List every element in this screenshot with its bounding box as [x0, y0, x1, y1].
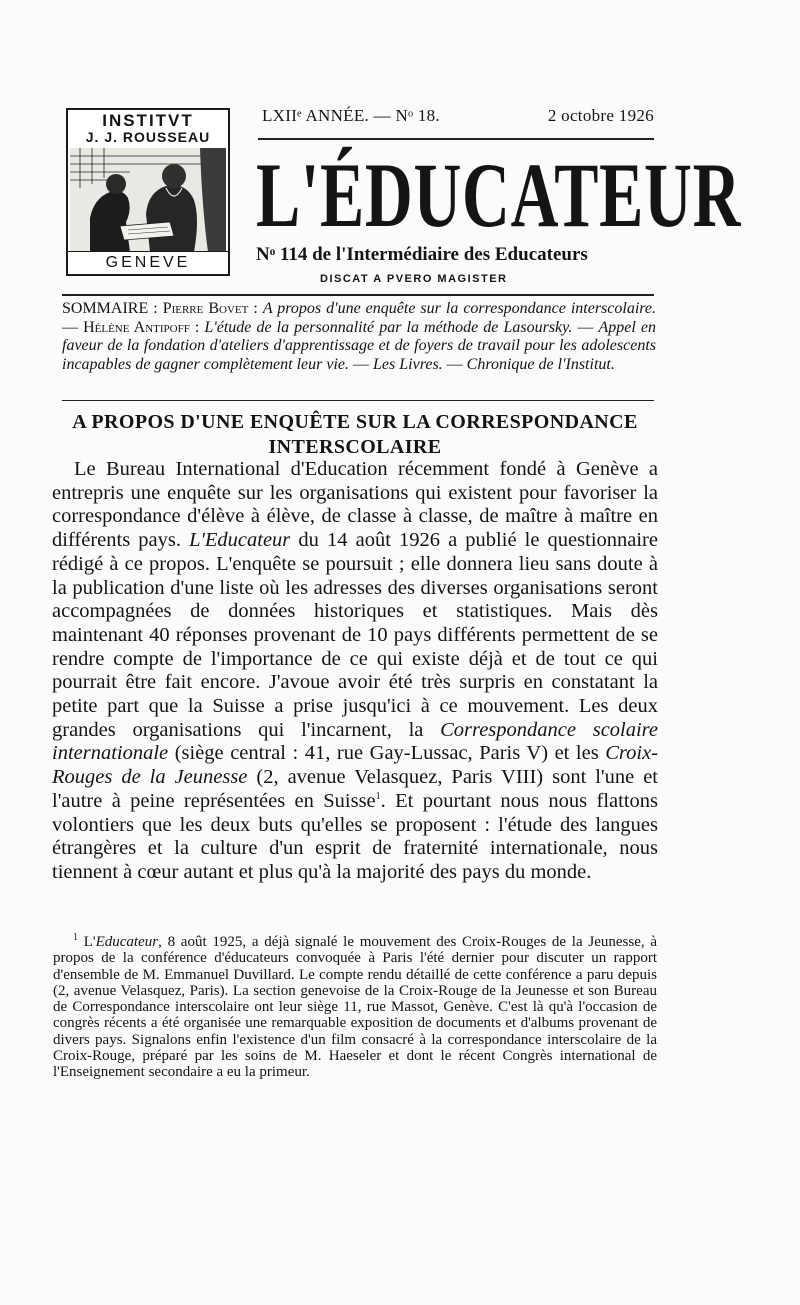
logo-city: GENEVE: [68, 251, 228, 274]
italic-run: Educateur: [95, 934, 159, 950]
logo-engraving-illustration: [70, 148, 226, 252]
logo-line-2: J. J. ROUSSEAU: [85, 129, 211, 145]
toc-title-3: Appel en faveur de la fondation d'ateliers d'apprentissage et de foyers de travail pour les adolescents incapables de gagner complètement leur vie.: [62, 318, 657, 373]
article-title-line-1: A PROPOS D'UNE ENQUÊTE SUR LA CORRESPONDANCE: [72, 411, 638, 433]
header-rule: [258, 138, 654, 140]
footnote-ref[interactable]: 1: [375, 791, 381, 803]
text-run: . Et pourtant nous nous flattons volontiers que les deux buts qu'elles se proposent : l'étude des langues étrangères et la culture d'un esprit de fraternité internationale, nous tiennent à cœur autant et plus qu'à la majorité des pays du monde.: [52, 789, 659, 883]
text-run: , 8 août 1925, a déjà signalé le mouvement des Croix-Rouges de la Jeunesse, à propos de la conférence d'éducateurs convoquée à Paris l'été dernier pour discuter un rapport d'ensemble de M. Emmanuel Duvillard. Le compte rendu détaillé de cette conférence a paru depuis (2, avenue Velasquez, Paris). La section genevoise de la Croix-Rouge de la Jeunesse et son Bureau de Correspondance interscolaire ont leur siège 11, rue Massot, Genève. C'est là qu'à l'occasion de congrès récents a été organisée une remarquable exposition de documents et d'albums provenant de divers pays. Signalons enfin l'existence d'un film consacré à la correspondance interscolaire de la Croix-Rouge, préparé par les soins de M. Haeseler et dont le récent Congrès international de l'Enseignement secondaire a eu la primeur.: [53, 934, 657, 1081]
footnote: [53, 934, 657, 1081]
article-title-line-2: INTERSCOLAIRE: [268, 436, 442, 458]
journal-title: L'ÉDUCATEUR: [256, 144, 742, 246]
italic-run: L'Educateur: [189, 529, 291, 552]
toc-title-1: A propos d'une enquête sur la correspondance interscolaire.: [262, 300, 656, 317]
institut-logo: [66, 108, 230, 276]
toc-title-2: L'étude de la personnalité par la méthode de Lasoursky.: [204, 318, 573, 336]
issue-line: [262, 106, 654, 130]
text-run: (2, avenue Velasquez, Paris VIII) sont l'une et l'autre à peine représentées en Suisse: [52, 766, 658, 812]
logo-header: [68, 110, 228, 146]
italic-run: Croix-Rouges de la Jeunesse: [52, 742, 658, 789]
text-run: Le Bureau International d'Education récemment fondé à Genève a entrepris une enquête sur les organisations qui existent pour favoriser la correspondance d'élève à élève, de classe à classe, de maître à maître en différents pays.: [52, 458, 658, 552]
toc-author-1: Pierre Bovet: [162, 300, 249, 317]
toc-rule: [62, 400, 654, 401]
table-of-contents: SOMMAIRE : Pierre Bovet : A propos d'une enquête sur la correspondance interscolaire. — Hélène Antipoff : L'étude de la personnalité par la méthode de Lasoursky. — Appel en faveur de la fondation d'ateliers d'apprentissage et de foyers de travail pour les adolescents incapables de gagner complètement leur vie. — Les Livres. — Chronique de l'Institut.: [62, 300, 657, 373]
text-run: du 14 août 1926 a publié le questionnaire rédigé à ce propos. L'enquête se poursuit ; elle donnera lieu sans doute à la publication d'une liste où les adresses des diverses organisations seront accompagnées de données historiques et statistiques. Mais dès maintenant 40 réponses provenant de 10 pays différents permettent de se rendre compte de l'importance de ce qui existe déjà et de tout ce qui pourrait être fait encore. J'avoue avoir été très surpris en constatant la petite part que la Suisse a prise jusqu'ici à ce mouvement. Les deux grandes organisations qui l'incarnent, la: [52, 529, 658, 741]
text-run: (siège central : 41, rue Gay-Lussac, Paris V) et les: [168, 742, 606, 765]
masthead-rule: [62, 294, 654, 296]
article-title: [50, 410, 660, 460]
journal-motto: DISCAT A PVERO MAGISTER: [320, 273, 508, 285]
issue-year-number: LXIIᵉ ANNÉE. — Nᵒ 18.: [262, 106, 440, 125]
journal-subtitle: Nᵒ 114 de l'Intermédiaire des Educateurs: [256, 244, 588, 265]
article-body: [52, 458, 658, 885]
toc-author-2: Hélène Antipoff: [83, 318, 190, 336]
footnote-number: 1: [73, 932, 78, 943]
toc-label: SOMMAIRE :: [62, 300, 163, 317]
footnote-paragraph: [53, 934, 657, 1081]
text-run: L': [83, 934, 96, 950]
toc-title-5: Chronique de l'Institut.: [466, 355, 615, 373]
logo-line-1: INSTITVT: [102, 111, 194, 130]
italic-run: Correspondance scolaire internationale: [52, 718, 658, 765]
toc-title-4: Les Livres.: [373, 355, 443, 373]
article-paragraph: [52, 458, 658, 885]
issue-date: 2 octobre 1926: [547, 106, 654, 125]
